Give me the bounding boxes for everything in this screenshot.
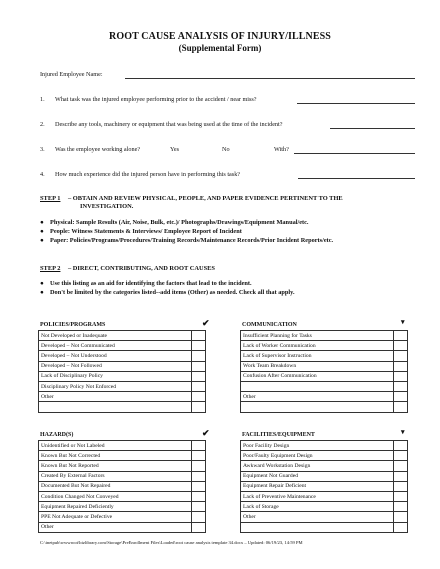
question-4-text: How much experience did the injured person have in performing this task?	[55, 171, 241, 178]
category-item-label: PPE Not Adequate or Defective	[39, 512, 192, 522]
communication-table	[240, 330, 408, 413]
bullet-icon: ●	[40, 237, 44, 244]
category-item-label: Lack of Storage	[241, 502, 394, 512]
facilities-table	[240, 440, 408, 533]
category-item-label: Poor Facility Design	[241, 441, 394, 451]
category-item-label: Other	[39, 522, 192, 532]
question-3-yes-option[interactable]: Yes	[170, 146, 180, 153]
category-item-checkbox[interactable]	[394, 402, 408, 412]
bullet-icon: ●	[40, 280, 44, 287]
category-item-checkbox[interactable]	[394, 451, 408, 461]
category-item-checkbox[interactable]	[192, 341, 206, 351]
table-row	[39, 471, 206, 481]
question-1-answer-field[interactable]	[297, 103, 415, 104]
table-row	[39, 351, 206, 361]
question-1-number: 1.	[40, 96, 45, 103]
category-item-label	[241, 522, 394, 532]
category-item-label: Known But Not Corrected	[39, 451, 192, 461]
table-row	[241, 392, 408, 402]
table-row	[39, 381, 206, 391]
question-2-number: 2.	[40, 121, 45, 128]
table-row	[39, 402, 206, 412]
step-1-heading-cont: INVESTIGATION.	[80, 203, 134, 210]
category-item-label: Developed – Not Communicated	[39, 341, 192, 351]
category-item-checkbox[interactable]	[394, 461, 408, 471]
category-item-checkbox[interactable]	[394, 471, 408, 481]
category-item-checkbox[interactable]	[192, 361, 206, 371]
table-row	[39, 481, 206, 491]
step-1-label: STEP 1	[40, 195, 61, 202]
question-3-no-option[interactable]: No	[222, 146, 230, 153]
category-item-checkbox[interactable]	[192, 471, 206, 481]
table-row	[241, 481, 408, 491]
table-row	[241, 351, 408, 361]
category-item-checkbox[interactable]	[192, 491, 206, 501]
table-row	[39, 522, 206, 532]
table-row	[241, 512, 408, 522]
category-item-checkbox[interactable]	[394, 351, 408, 361]
category-item-label: Developed – Not Understood	[39, 351, 192, 361]
category-item-label: Lack of Worker Communication	[241, 341, 394, 351]
table-row	[241, 402, 408, 412]
question-1-text: What task was the injured employee performing prior to the accident / near miss?	[55, 96, 257, 103]
table-row	[241, 491, 408, 501]
table-row	[241, 522, 408, 532]
question-2-answer-field[interactable]	[330, 128, 415, 129]
hazards-check-icon: ✔	[202, 428, 210, 438]
category-item-checkbox[interactable]	[192, 402, 206, 412]
table-row	[39, 371, 206, 381]
bullet-icon: ●	[40, 219, 44, 226]
question-2-text: Describe any tools, machinery or equipment that was being used at the time of the incident?	[55, 121, 283, 128]
category-item-checkbox[interactable]	[192, 522, 206, 532]
policies-check-icon: ✔	[202, 318, 210, 328]
category-item-label: Not Developed or Inadequate	[39, 331, 192, 341]
page-subtitle: (Supplemental Form)	[178, 43, 262, 53]
category-item-label	[241, 402, 394, 412]
table-row	[241, 331, 408, 341]
category-item-label: Documented But Not Repaired	[39, 481, 192, 491]
category-item-label: Insufficient Planning for Tasks	[241, 331, 394, 341]
category-item-label: Poor/Faulty Equipment Design	[241, 451, 394, 461]
category-item-checkbox[interactable]	[192, 512, 206, 522]
question-3-with-label: With?	[274, 146, 289, 153]
table-row	[39, 512, 206, 522]
category-item-label: Other	[241, 512, 394, 522]
category-item-label: Other	[241, 392, 394, 402]
table-row	[241, 381, 408, 391]
table-row	[39, 491, 206, 501]
category-item-checkbox[interactable]	[394, 502, 408, 512]
category-item-label: Work Team Breakdown	[241, 361, 394, 371]
category-item-label: Condition Changed Not Conveyed	[39, 491, 192, 501]
category-item-label	[39, 402, 192, 412]
step-1-heading: – OBTAIN AND REVIEW PHYSICAL, PEOPLE, AND PAPER EVIDENCE PERTINENT TO THE	[68, 195, 343, 202]
question-3-number: 3.	[40, 146, 45, 153]
step-1-bullet-paper: ● Paper: Policies/Programs/Procedures/Training Records/Maintenance Records/Prior Incident Reports/etc.	[40, 237, 334, 244]
table-row	[39, 361, 206, 371]
category-item-label: Awkward Workstation Design	[241, 461, 394, 471]
category-item-checkbox[interactable]	[394, 481, 408, 491]
category-item-checkbox[interactable]	[192, 441, 206, 451]
category-item-checkbox[interactable]	[192, 381, 206, 391]
policies-title: POLICIES/PROGRAMS	[40, 322, 106, 328]
category-item-checkbox[interactable]	[192, 502, 206, 512]
category-item-checkbox[interactable]	[394, 522, 408, 532]
table-row	[241, 502, 408, 512]
table-row	[39, 331, 206, 341]
category-item-label	[241, 381, 394, 391]
table-row	[39, 392, 206, 402]
facilities-check-icon: ▾	[401, 428, 405, 436]
policies-table	[38, 330, 206, 413]
table-row	[241, 441, 408, 451]
category-item-checkbox[interactable]	[192, 331, 206, 341]
category-item-label: Confusion After Communication	[241, 371, 394, 381]
category-item-checkbox[interactable]	[192, 481, 206, 491]
table-row	[241, 371, 408, 381]
category-item-checkbox[interactable]	[192, 392, 206, 402]
facilities-title: FACILITIES/EQUIPMENT	[242, 432, 315, 438]
footer-file-path: C:\inetpub\wwwroot\bizlibrary.com\Storage\PreEnrollment Files\Loaded\root cause analysis template 34.docx – Updated: 06/19/23, 14:59 PM	[40, 540, 303, 545]
communication-title: COMMUNICATION	[242, 322, 297, 328]
step-2-heading: – DIRECT, CONTRIBUTING, AND ROOT CAUSES	[68, 265, 215, 272]
category-item-label: Lack of Supervisor Instruction	[241, 351, 394, 361]
category-item-checkbox[interactable]	[192, 461, 206, 471]
category-item-checkbox[interactable]	[394, 392, 408, 402]
category-item-label: Developed – Not Followed	[39, 361, 192, 371]
category-item-checkbox[interactable]	[192, 371, 206, 381]
category-item-label: Lack of Disciplinary Policy	[39, 371, 192, 381]
table-row	[241, 341, 408, 351]
question-4-number: 4.	[40, 171, 45, 178]
category-item-label: Other	[39, 392, 192, 402]
category-item-label: Equipment Repair Deficient	[241, 481, 394, 491]
step-2-bullet-2: ● Don't be limited by the categories listed--add items (Other) as needed. Check all that apply.	[40, 289, 295, 296]
category-item-label: Unidentified or Not Labeled	[39, 441, 192, 451]
category-item-label: Known But Not Reported	[39, 461, 192, 471]
hazards-title: HAZARD(S)	[40, 432, 74, 438]
table-row	[241, 461, 408, 471]
page-title: ROOT CAUSE ANALYSIS OF INJURY/ILLNESS	[109, 31, 331, 42]
table-row	[39, 451, 206, 461]
category-item-checkbox[interactable]	[394, 341, 408, 351]
question-4-answer-field[interactable]	[298, 178, 415, 179]
communication-check-icon: ▾	[401, 318, 405, 326]
category-item-label: Lack of Preventive Maintenance	[241, 491, 394, 501]
category-item-label: Created By External Factors	[39, 471, 192, 481]
category-item-label: Equipment Not Guarded	[241, 471, 394, 481]
step-1-bullet-people: ● People: Witness Statements & Interviews/ Employee Report of Incident	[40, 228, 242, 235]
category-item-checkbox[interactable]	[394, 512, 408, 522]
table-row	[39, 502, 206, 512]
step-2-label: STEP 2	[40, 265, 61, 272]
category-item-checkbox[interactable]	[394, 371, 408, 381]
category-item-checkbox[interactable]	[394, 381, 408, 391]
step-1-bullet-physical: ● Physical: Sample Results (Air, Noise, Bulk, etc.)/ Photographs/Drawings/Equipment Manual/etc.	[40, 219, 309, 226]
bullet-icon: ●	[40, 228, 44, 235]
category-item-label: Equipment Repaired Deficiently	[39, 502, 192, 512]
employee-name-label: Injured Employee Name:	[40, 71, 103, 78]
table-row	[39, 341, 206, 351]
category-item-checkbox[interactable]	[394, 441, 408, 451]
category-item-checkbox[interactable]	[394, 361, 408, 371]
category-item-checkbox[interactable]	[394, 491, 408, 501]
question-3-text: Was the employee working alone?	[55, 146, 141, 153]
table-row	[39, 441, 206, 451]
employee-name-field[interactable]	[125, 78, 415, 79]
category-item-label: Disciplinary Policy Not Enforced	[39, 381, 192, 391]
bullet-icon: ●	[40, 289, 44, 296]
table-row	[241, 471, 408, 481]
category-item-checkbox[interactable]	[394, 331, 408, 341]
hazards-table	[38, 440, 206, 533]
table-row	[39, 461, 206, 471]
table-row	[241, 361, 408, 371]
category-item-checkbox[interactable]	[192, 451, 206, 461]
category-item-checkbox[interactable]	[192, 351, 206, 361]
step-2-bullet-1: ● Use this listing as an aid for identifying the factors that lead to the incident.	[40, 280, 252, 287]
table-row	[241, 451, 408, 461]
question-3-with-field[interactable]	[294, 153, 415, 154]
